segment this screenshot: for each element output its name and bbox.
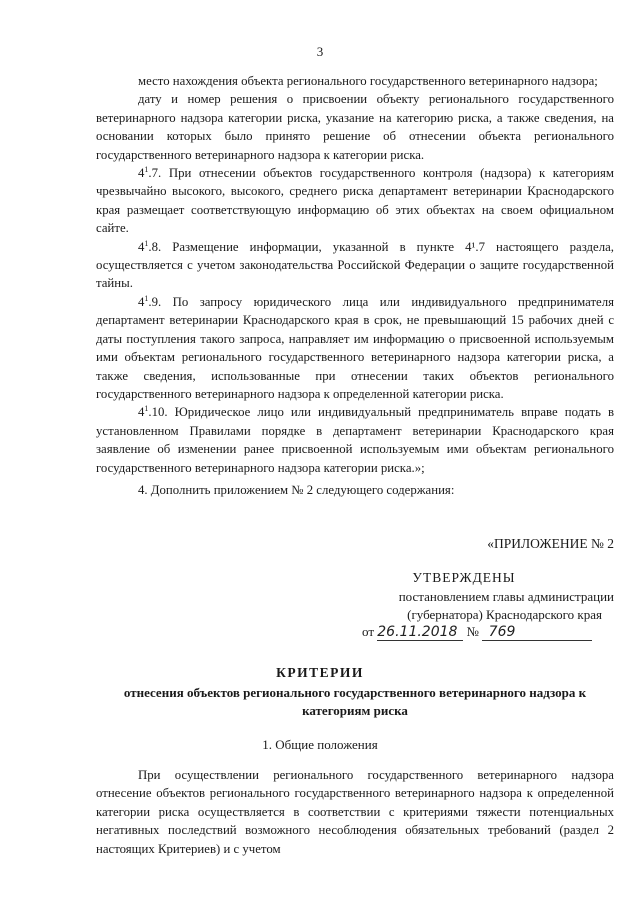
- page-number: 3: [316, 44, 324, 59]
- decree-date-field: [377, 624, 463, 641]
- paragraph-4-1-10: $4^1.10$. Юридическое лицо или индивидуальный предприниматель вправе подать в установленном Правилами порядке в департамент ветеринарии Краснодарского края заявление об изменении ранее присвоенной используемым ими объектам регионального государственного ветеринарного надзора категории риска.»;: [96, 404, 614, 475]
- paragraph-location: место нахождения объекта регионального государственного ветеринарного надзора;: [138, 74, 598, 88]
- body-text-bottom: [96, 766, 614, 858]
- approved-line-2: (губернатора) Краснодарского края: [407, 607, 602, 622]
- appendix-label: «ПРИЛОЖЕНИЕ № 2: [487, 536, 614, 551]
- body-text-top: [96, 72, 614, 499]
- approved-subtitle: [334, 588, 614, 624]
- paragraph-4-1-7: $4^1.7$. При отнесении объектов государственного контроля (надзора) к категориям чрезвычайно высокого, высокого, среднего риска департамент ветеринарии Краснодарского края размещает соответствующую информацию об этих объектах на своем официальном сайте.: [96, 165, 614, 236]
- decree-number: 769: [488, 624, 516, 640]
- paragraph-decision: дату и номер решения о присвоении объекту регионального государственного ветеринарного надзора категории риска, указание на категорию риска, а также сведения, на основании которых было принято решение об отнесении объекта регионального государственного ветеринарного надзора к категории риска.: [96, 92, 614, 162]
- decree-line: [362, 624, 612, 641]
- decree-from-label: от: [362, 624, 375, 639]
- paragraph-4-1-8: $4^1.8$. Размещение информации, указанной в пункте 4¹.7 настоящего раздела, осуществляется с учетом законодательства Российской Федерации о защите государственной тайны.: [96, 238, 614, 291]
- decree-number-field: [482, 624, 592, 641]
- paragraph-item-4: 4. Дополнить приложением № 2 следующего содержания:: [138, 482, 455, 497]
- paragraph-general: При осуществлении регионального государственного ветеринарного надзора отнесение объектов регионального государственного ветеринарного надзора к определенной категории риска осуществляется в соответствии с критериями тяжести потенциальных негативных последствий возможного несоблюдения обязательных требований (раздел 2 настоящих Критериев) и с учетом: [96, 768, 614, 856]
- decree-number-label: №: [466, 624, 479, 639]
- decree-date: 26.11.2018: [377, 624, 458, 640]
- approved-line-1: постановлением главы администрации: [398, 589, 614, 604]
- section-heading: 1. Общие положения: [262, 737, 378, 752]
- approved-label: УТВЕРЖДЕНЫ: [412, 570, 516, 585]
- document-subtitle: отнесения объектов регионального государственного ветеринарного надзора к категориям риска: [123, 685, 587, 718]
- paragraph-4-1-9: $4^1.9$. По запросу юридического лица или индивидуального предпринимателя департамент ветеринарии Краснодарского края в срок, не превышающий 15 рабочих дней с даты поступления такого запроса, направляет им информацию о присвоенной используемым ими объектам регионального государственного ветеринарного надзора категории риска, а также сведения, использованные при отнесении таких объектов регионального государственного ветеринарного надзора к определенной категории риска.: [96, 293, 614, 401]
- document-title: КРИТЕРИИ: [276, 665, 364, 680]
